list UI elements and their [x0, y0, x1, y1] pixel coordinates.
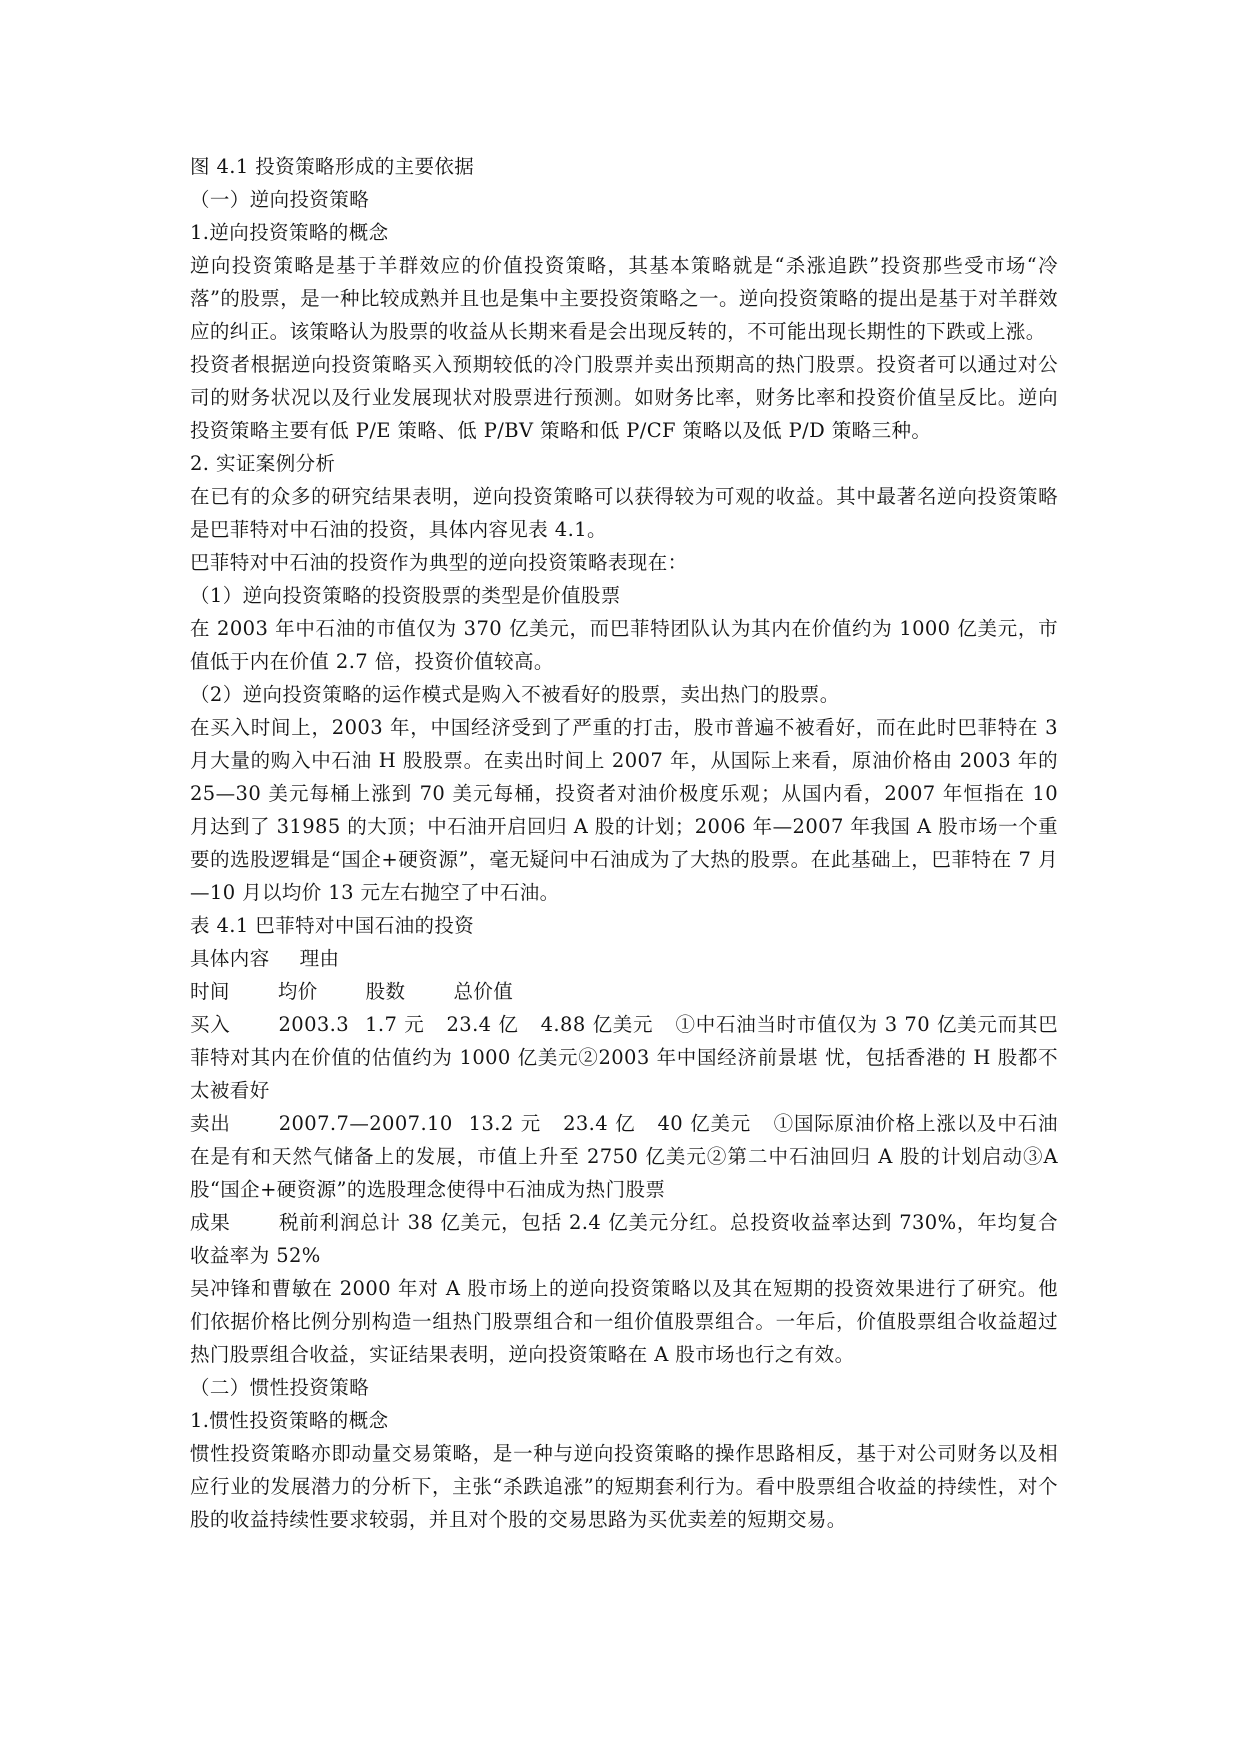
- section-title-contrarian: （一）逆向投资策略: [190, 188, 370, 211]
- table-header-cell: 时间: [190, 980, 230, 1003]
- table-title: 表 4.1 巴菲特对中国石油的投资: [190, 914, 475, 937]
- list-point: （1）逆向投资策略的投资股票的类型是价值股票: [190, 584, 621, 607]
- table-cell: 2007.7—2007.10: [278, 1112, 453, 1135]
- table-cell: ①国际原油价格上涨以及中石油在是有和天然气储备上的发展，市值上升至 2750 亿美元②第二中石油回归 A 股的计划启动③A 股“国企+硬资源”的选股理念使得中石油成为热门股票: [190, 1112, 1058, 1201]
- table-header-cell: 总价值: [453, 980, 514, 1003]
- subsection-title-concept: 1.逆向投资策略的概念: [190, 221, 389, 244]
- table-cell: 2003.3: [278, 1013, 350, 1036]
- table-cell: 成果: [190, 1211, 231, 1234]
- table-header-cell: 理由: [299, 947, 340, 970]
- paragraph: 吴冲锋和曹敏在 2000 年对 A 股市场上的逆向投资策略以及其在短期的投资效果进行了研究。他们依据价格比例分别构造一组热门股票组合和一组价值股票组合。一年后，价值股票组合收益超过热门股票组合收益，实证结果表明，逆向投资策略在 A 股市场也行之有效。: [190, 1277, 1058, 1366]
- table-cell: 买入: [190, 1013, 231, 1036]
- table-header-cell: 均价: [277, 980, 318, 1003]
- table-cell: ①中石油当时市值仅为 3 70 亿美元而其巴菲特对其内在价值的估值约为 1000 亿美元②2003 年中国经济前景堪 忧，包括香港的 H 股都不太被看好: [190, 1013, 1058, 1102]
- table-row: [190, 1206, 1058, 1272]
- investment-table: [190, 909, 1058, 1272]
- subsection-title-concept: 1.惯性投资策略的概念: [190, 1409, 389, 1432]
- table-cell: 1.7 元: [365, 1013, 425, 1036]
- table-row: [190, 1107, 1058, 1206]
- table-cell: 23.4 亿: [446, 1013, 519, 1036]
- table-cell: 13.2 元: [468, 1112, 542, 1135]
- paragraph: 逆向投资策略是基于羊群效应的价值投资策略，其基本策略就是“杀涨追跌”投资那些受市场“冷落”的股票，是一种比较成熟并且也是集中主要投资策略之一。逆向投资策略的提出是基于对羊群效应的纠正。该策略认为股票的收益从长期来看是会出现反转的，不可能出现长期性的下跌或上涨。: [190, 254, 1058, 343]
- paragraph: 惯性投资策略亦即动量交易策略，是一种与逆向投资策略的操作思路相反，基于对公司财务以及相应行业的发展潜力的分析下，主张“杀跌追涨”的短期套利行为。看中股票组合收益的持续性，对个股的收益持续性要求较弱，并且对个股的交易思路为买优卖差的短期交易。: [190, 1442, 1058, 1531]
- figure-caption: 图 4.1 投资策略形成的主要依据: [190, 155, 475, 178]
- paragraph: 在买入时间上，2003 年，中国经济受到了严重的打击，股市普遍不被看好，而在此时巴菲特在 3 月大量的购入中石油 H 股股票。在卖出时间上 2007 年，从国际上来看，原油价格由 2003 年的 25—30 美元每桶上涨到 70 美元每桶，投资者对油价极度乐观；从国内看，2007 年恒指在 10 月达到了 31985 的大顶；中石油开启回归 A 股的计划；2006 年—2007 年我国 A 股市场一个重要的选股逻辑是“国企+硬资源”，毫无疑问中石油成为了大热的股票。在此基础上，巴菲特在 7 月—10 月以均价 13 元左右抛空了中石油。: [190, 716, 1058, 904]
- table-cell: 税前利润总计 38 亿美元，包括 2.4 亿美元分红。总投资收益率达到 730%，年均复合收益率为 52%: [190, 1211, 1058, 1267]
- table-header-row: [190, 942, 1058, 975]
- table-cell: 卖出: [190, 1112, 231, 1135]
- table-cell: 4.88 亿美元: [540, 1013, 654, 1036]
- table-cell: 23.4 亿: [563, 1112, 636, 1135]
- subsection-title-case: 2. 实证案例分析: [190, 452, 336, 475]
- section-title-momentum: （二）惯性投资策略: [190, 1376, 370, 1399]
- table-header-row: [190, 975, 1058, 1008]
- paragraph: 投资者根据逆向投资策略买入预期较低的冷门股票并卖出预期高的热门股票。投资者可以通过对公司的财务状况以及行业发展现状对股票进行预测。如财务比率，财务比率和投资价值呈反比。逆向投资策略主要有低 P/E 策略、低 P/BV 策略和低 P/CF 策略以及低 P/D 策略三种。: [190, 353, 1058, 442]
- table-header-cell: 股数: [365, 980, 406, 1003]
- paragraph: 在 2003 年中石油的市值仅为 370 亿美元，而巴菲特团队认为其内在价值约为 1000 亿美元，市值低于内在价值 2.7 倍，投资价值较高。: [190, 617, 1058, 673]
- document-page: [190, 150, 1058, 1536]
- paragraph: 巴菲特对中石油的投资作为典型的逆向投资策略表现在：: [190, 551, 688, 574]
- table-header-cell: 具体内容: [190, 947, 270, 970]
- table-row: [190, 1008, 1058, 1107]
- table-cell: 40 亿美元: [657, 1112, 752, 1135]
- list-point: （2）逆向投资策略的运作模式是购入不被看好的股票，卖出热门的股票。: [190, 683, 840, 706]
- paragraph: 在已有的众多的研究结果表明，逆向投资策略可以获得较为可观的收益。其中最著名逆向投资策略是巴菲特对中石油的投资，具体内容见表 4.1。: [190, 485, 1058, 541]
